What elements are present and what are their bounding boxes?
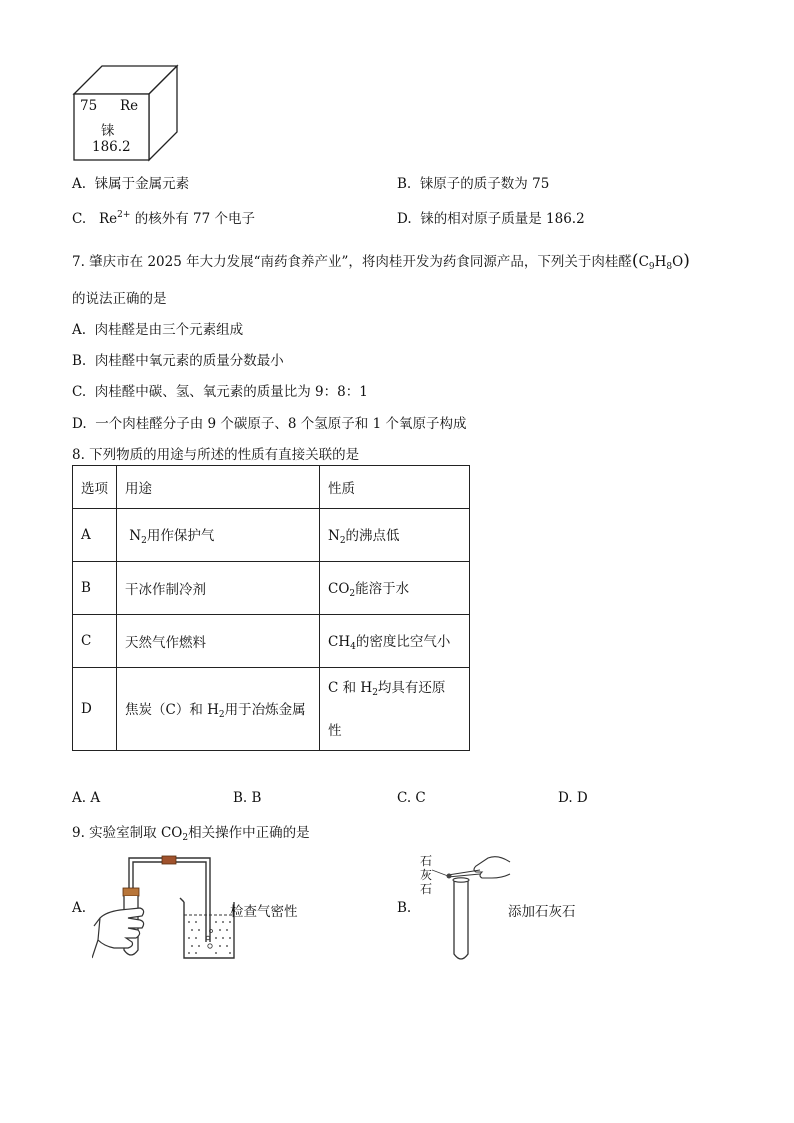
q6-option-b[interactable] bbox=[397, 172, 549, 192]
ion-symbol: Re bbox=[99, 211, 118, 227]
q6-option-a[interactable] bbox=[72, 172, 189, 192]
option-text: 铼属于金属元素 bbox=[94, 176, 190, 192]
q6-option-d[interactable] bbox=[397, 207, 585, 227]
option-letter: B. bbox=[397, 176, 412, 192]
airtightness-apparatus-illustration bbox=[92, 850, 242, 965]
element-name: 铼 bbox=[101, 123, 115, 139]
q8-answer-a[interactable]: A. A bbox=[72, 790, 101, 806]
element-symbol: Re bbox=[120, 98, 139, 114]
table-row bbox=[73, 615, 470, 668]
q8-table bbox=[72, 465, 470, 751]
q7-stem: 7. 肇庆市在 2025 年大力发展“南药食养产业”，将肉桂开发为药食同源产品，下列关于肉桂醛$(C_9H_8O)$ bbox=[72, 251, 690, 272]
row-property: $N_2$的沸点低 bbox=[320, 509, 470, 562]
q7-stem-line1: 7. 肇庆市在 2025 年大力发展“南药食养产业”，将肉桂开发为药食同源产品，下列关于肉桂醛 bbox=[72, 254, 632, 270]
q7-option-b[interactable] bbox=[72, 349, 284, 369]
header-property: 性质 bbox=[320, 466, 470, 509]
option-text: 肉桂醛是由三个元素组成 bbox=[94, 322, 244, 338]
table-row bbox=[73, 509, 470, 562]
row-use: 焦炭（C）和 $H_2$用于冶炼金属 bbox=[117, 668, 320, 751]
q8-answer-b[interactable]: B. B bbox=[233, 790, 262, 806]
q7-option-a[interactable] bbox=[72, 318, 243, 338]
row-option: D bbox=[73, 668, 117, 751]
option-text: 肉桂醛中碳、氢、氧元素的质量比为 9：8：1 bbox=[94, 384, 368, 400]
stone-label-char: 石 bbox=[420, 882, 433, 896]
q9-stem: 9. 实验室制取 $CO_2$相关操作中正确的是 bbox=[72, 825, 310, 843]
q9-option-b-label: 添加石灰石 bbox=[508, 904, 576, 920]
q9-option-a-letter[interactable]: A. bbox=[72, 900, 87, 916]
row-option: A bbox=[73, 509, 117, 562]
row-option: C bbox=[73, 615, 117, 668]
header-option: 选项 bbox=[73, 466, 117, 509]
q9-option-b-letter[interactable]: B. bbox=[397, 900, 412, 916]
option-letter: C. bbox=[72, 384, 87, 400]
stone-label-char: 灰 bbox=[420, 868, 433, 882]
formula-open: ( bbox=[631, 251, 639, 271]
row-option: B bbox=[73, 562, 117, 615]
q9-option-a-label: 检查气密性 bbox=[230, 904, 298, 920]
q8-answer-d[interactable]: D. D bbox=[558, 790, 588, 806]
add-limestone-illustration bbox=[432, 850, 512, 965]
option-letter: D. bbox=[72, 416, 87, 432]
table-header-row bbox=[73, 466, 470, 509]
q7-option-d[interactable] bbox=[72, 412, 466, 432]
row-property: C 和 $H_2$均具有还原 性 bbox=[320, 668, 470, 751]
table-row bbox=[73, 668, 470, 751]
row-property: $CO_2$能溶于水 bbox=[320, 562, 470, 615]
option-letter: B. bbox=[72, 353, 87, 369]
stone-label-char: 石 bbox=[420, 854, 433, 868]
table-row bbox=[73, 562, 470, 615]
option-text: 的核外有 77 个电子 bbox=[130, 211, 256, 227]
q6-option-c[interactable] bbox=[72, 207, 255, 227]
option-text: 一个肉桂醛分子由 9 个碳原子、8 个氢原子和 1 个氧原子构成 bbox=[95, 416, 467, 432]
row-use: 天然气作燃料 bbox=[117, 615, 320, 668]
header-use: 用途 bbox=[117, 466, 320, 509]
ion-charge: 2+ bbox=[117, 210, 131, 220]
q7-option-c[interactable] bbox=[72, 380, 368, 400]
q7-stem-line2: 的说法正确的是 bbox=[72, 291, 167, 307]
element-mass: 186.2 bbox=[92, 139, 131, 155]
element-number: 75 bbox=[80, 98, 98, 114]
option-text: 铼原子的质子数为 75 bbox=[419, 176, 550, 192]
q8-stem: 8. 下列物质的用途与所述的性质有直接关联的是 bbox=[72, 447, 360, 463]
option-letter: C. bbox=[72, 211, 87, 227]
q8-answer-c[interactable]: C. C bbox=[397, 790, 426, 806]
option-letter: A. bbox=[72, 176, 87, 192]
row-use: 干冰作制冷剂 bbox=[117, 562, 320, 615]
row-property: $CH_4$的密度比空气小 bbox=[320, 615, 470, 668]
formula-close: ) bbox=[683, 251, 690, 271]
option-text: 肉桂醛中氧元素的质量分数最小 bbox=[94, 353, 284, 369]
option-letter: A. bbox=[72, 322, 87, 338]
option-letter: D. bbox=[397, 211, 412, 227]
row-use: $N_2$用作保护气 bbox=[117, 509, 320, 562]
option-text: 铼的相对原子质量是 186.2 bbox=[420, 211, 585, 227]
